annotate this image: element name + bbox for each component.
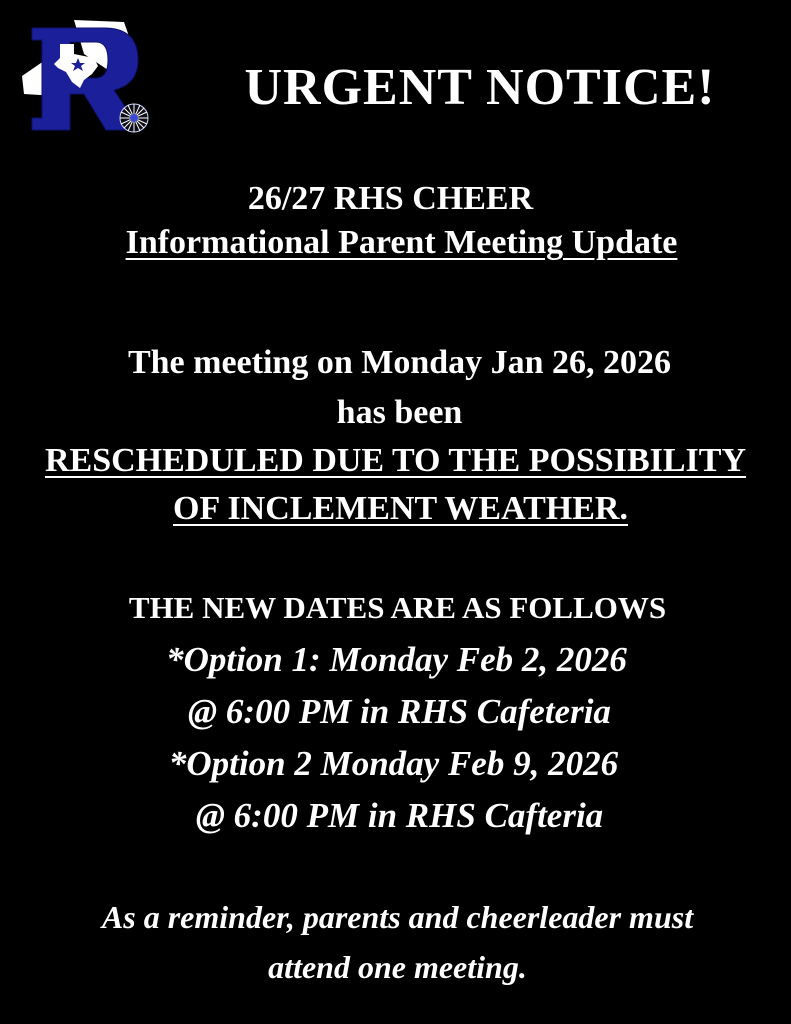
option-1-time-location: @ 6:00 PM in RHS Cafeteria (188, 692, 611, 731)
option-1-date: *Option 1: Monday Feb 2, 2026 (166, 640, 627, 679)
notice-line-2: has been (336, 394, 463, 431)
pompom-icon (120, 104, 148, 132)
page-title: URGENT NOTICE! (244, 59, 716, 116)
heading-season: 26/27 RHS CHEER (247, 180, 534, 217)
new-dates-heading: THE NEW DATES ARE AS FOLLOWS (128, 590, 667, 625)
reminder-line-2: attend one meeting. (268, 949, 527, 985)
notice-line-1: The meeting on Monday Jan 26, 2026 (127, 344, 672, 381)
heading-meeting-update: Informational Parent Meeting Update (125, 224, 678, 261)
notice-rescheduled-line-1: RESCHEDULED DUE TO THE POSSIBILITY (44, 442, 747, 479)
option-2-date: *Option 2 Monday Feb 9, 2026 (168, 744, 619, 783)
option-2-time-location: @ 6:00 PM in RHS Cafteria (195, 796, 604, 835)
school-logo (14, 14, 154, 140)
reminder-line-1: As a reminder, parents and cheerleader must (101, 899, 694, 935)
notice-rescheduled-line-2: OF INCLEMENT WEATHER. (173, 490, 628, 527)
r-logo-icon (14, 14, 154, 140)
